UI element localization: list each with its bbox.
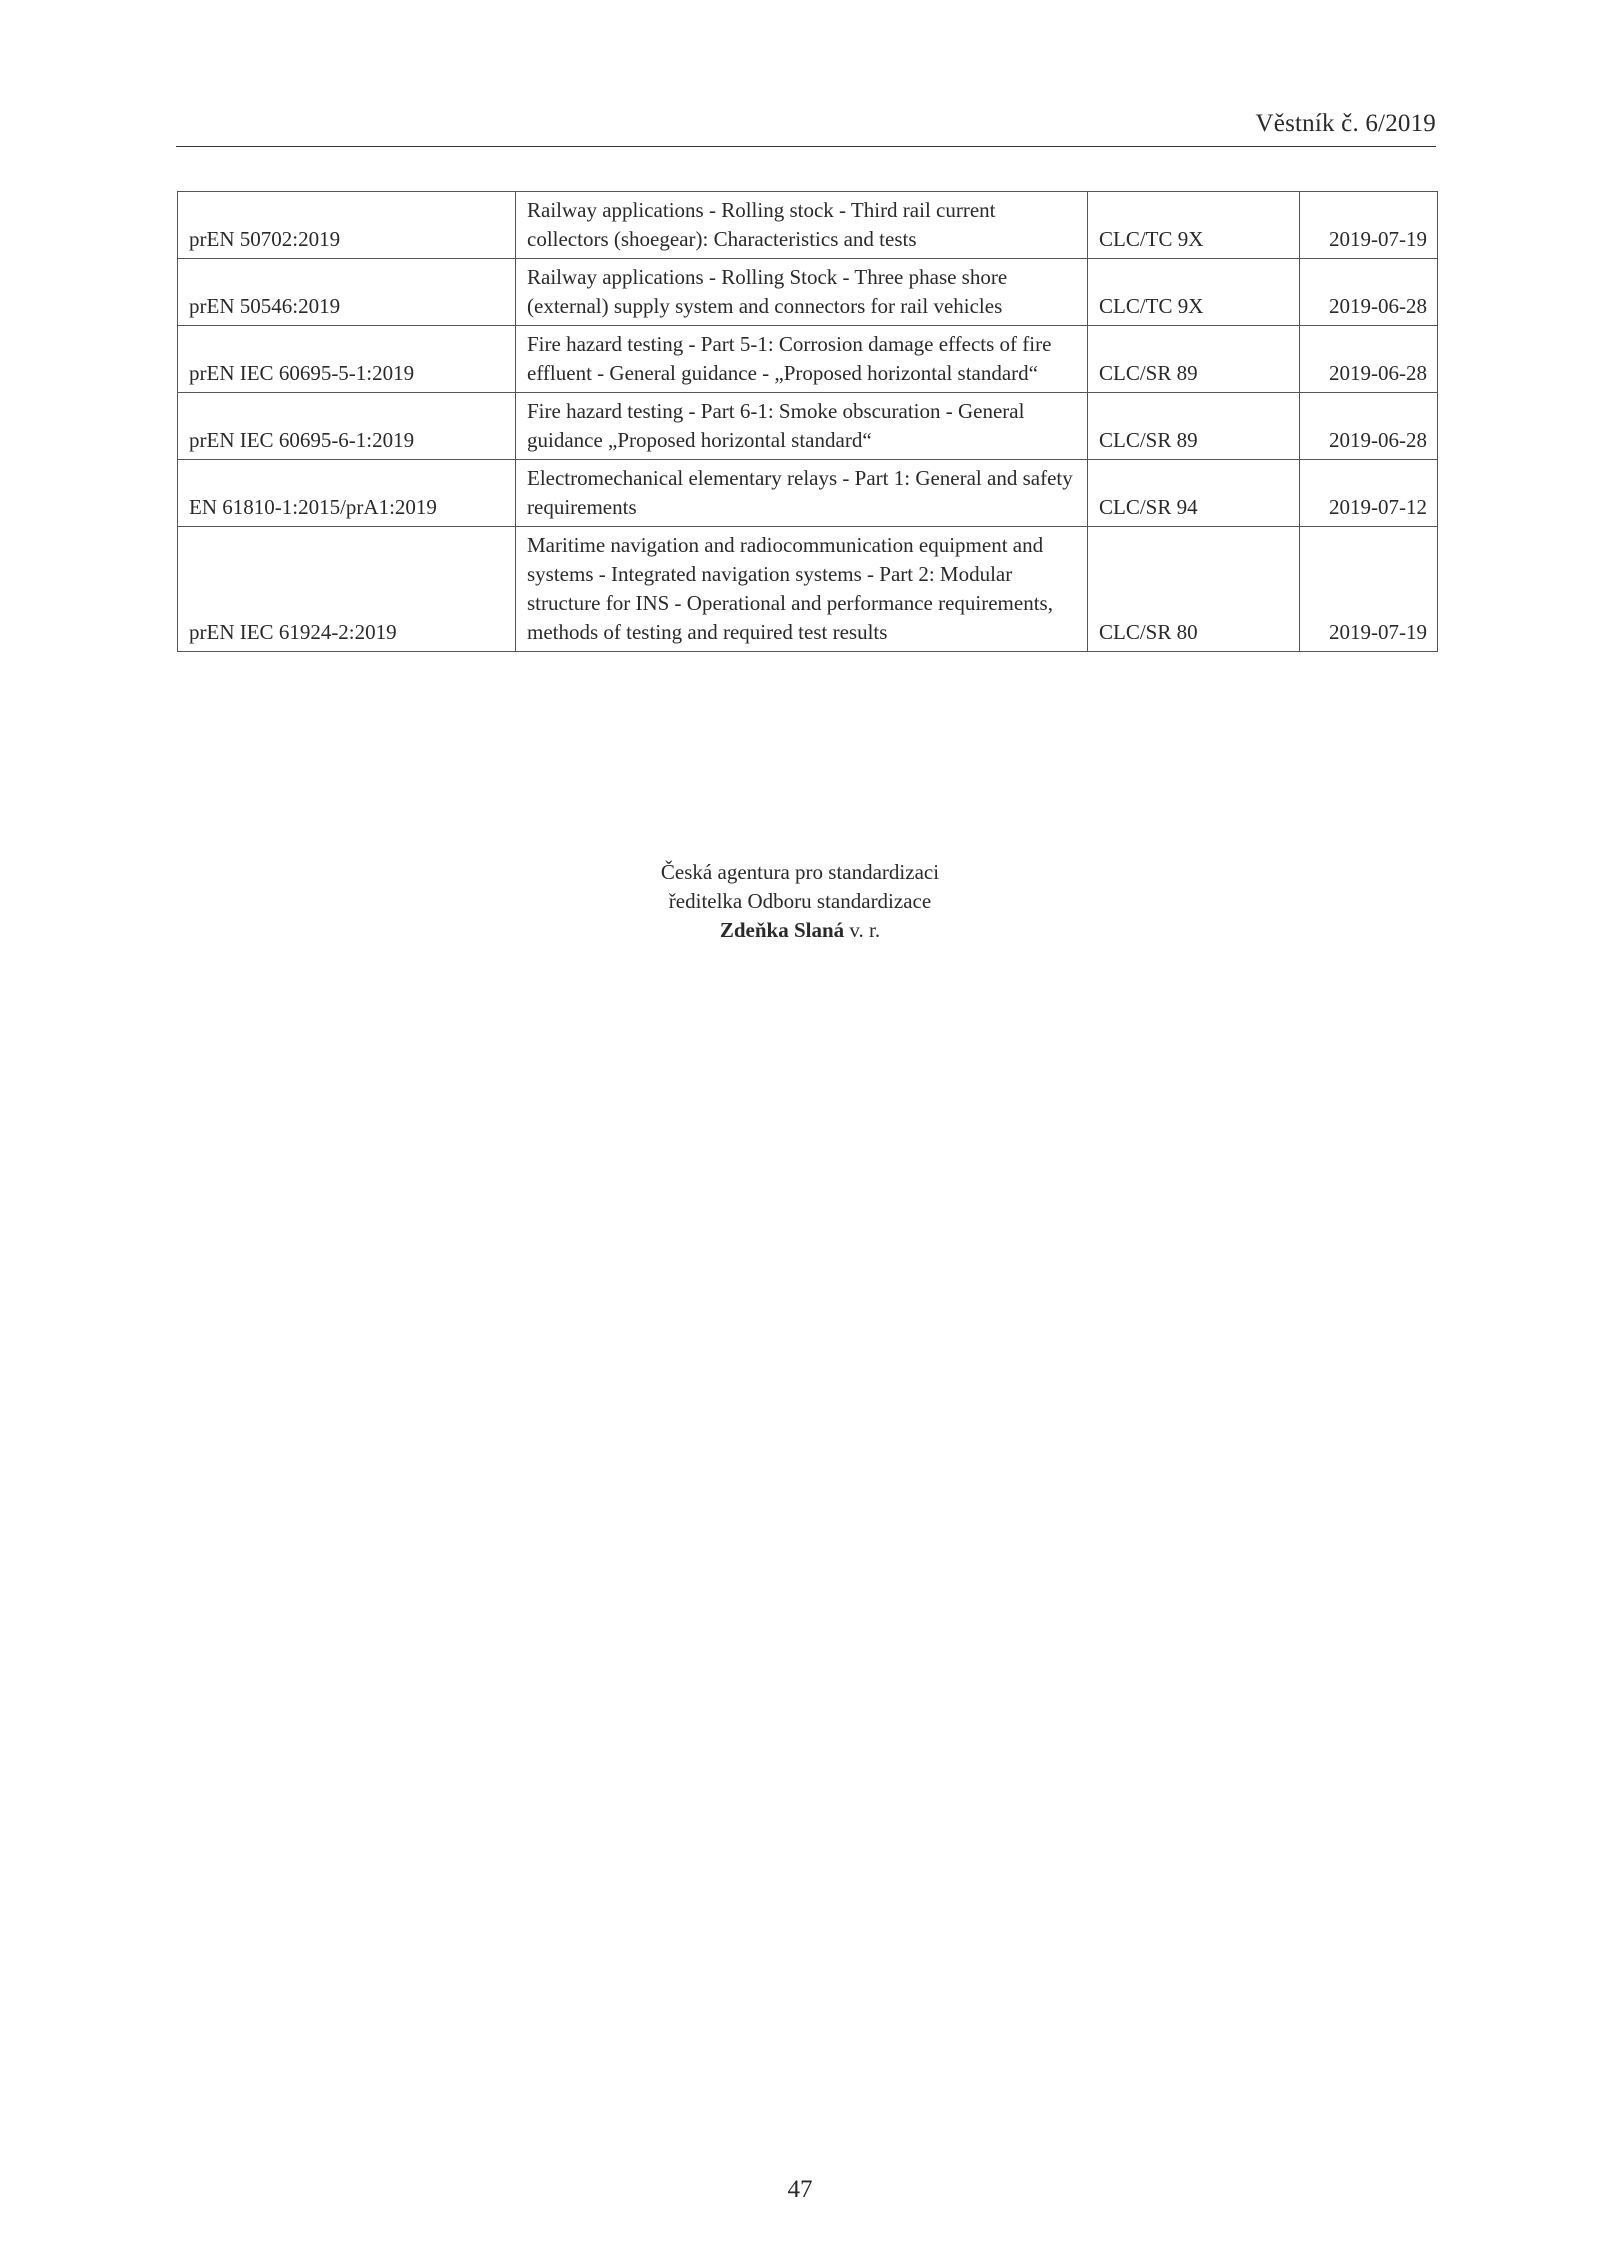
standard-code: prEN IEC 60695-5-1:2019 xyxy=(178,326,516,393)
technical-committee: CLC/SR 89 xyxy=(1088,393,1300,460)
signatory-name: Zdeňka Slaná xyxy=(719,918,845,942)
technical-committee: CLC/SR 89 xyxy=(1088,326,1300,393)
standards-table xyxy=(177,191,1438,652)
standard-code: prEN 50546:2019 xyxy=(178,259,516,326)
deadline-date: 2019-07-19 xyxy=(1300,192,1438,259)
page-number: 47 xyxy=(787,2176,813,2203)
standard-title: Fire hazard testing - Part 6-1: Smoke obscuration - General guidance „Proposed horizontal standard“ xyxy=(516,393,1088,460)
standard-title: Railway applications - Rolling Stock - Three phase shore (external) supply system and connectors for rail vehicles xyxy=(516,259,1088,326)
table-row xyxy=(178,326,1438,393)
page-header-title: Věstník č. 6/2019 xyxy=(1255,110,1436,137)
technical-committee: CLC/SR 94 xyxy=(1088,460,1300,527)
standard-code: prEN IEC 60695-6-1:2019 xyxy=(178,393,516,460)
standard-title: Maritime navigation and radiocommunication equipment and systems - Integrated navigation systems - Part 2: Modular structure for INS - Operational and performance requirements, methods of testing and required test results xyxy=(516,527,1088,652)
standard-title: Railway applications - Rolling stock - Third rail current collectors (shoegear): Characteristics and tests xyxy=(516,192,1088,259)
header-divider xyxy=(176,146,1436,147)
deadline-date: 2019-06-28 xyxy=(1300,326,1438,393)
table-row xyxy=(178,259,1438,326)
technical-committee: CLC/TC 9X xyxy=(1088,259,1300,326)
table-row xyxy=(178,192,1438,259)
standard-code: EN 61810-1:2015/prA1:2019 xyxy=(178,460,516,527)
signature-name-line xyxy=(0,916,1600,945)
standard-code: prEN IEC 61924-2:2019 xyxy=(178,527,516,652)
deadline-date: 2019-07-12 xyxy=(1300,460,1438,527)
table-row xyxy=(178,460,1438,527)
technical-committee: CLC/SR 80 xyxy=(1088,527,1300,652)
signature-suffix: v. r. xyxy=(844,918,881,942)
signature-block xyxy=(0,858,1600,945)
deadline-date: 2019-06-28 xyxy=(1300,393,1438,460)
deadline-date: 2019-07-19 xyxy=(1300,527,1438,652)
signature-position: ředitelka Odboru standardizace xyxy=(668,889,932,913)
deadline-date: 2019-06-28 xyxy=(1300,259,1438,326)
standard-title: Fire hazard testing - Part 5-1: Corrosion damage effects of fire effluent - General guidance - „Proposed horizontal standard“ xyxy=(516,326,1088,393)
table-row xyxy=(178,527,1438,652)
standard-code: prEN 50702:2019 xyxy=(178,192,516,259)
technical-committee: CLC/TC 9X xyxy=(1088,192,1300,259)
table-row xyxy=(178,393,1438,460)
standard-title: Electromechanical elementary relays - Part 1: General and safety requirements xyxy=(516,460,1088,527)
signature-organization: Česká agentura pro standardizaci xyxy=(660,860,940,884)
